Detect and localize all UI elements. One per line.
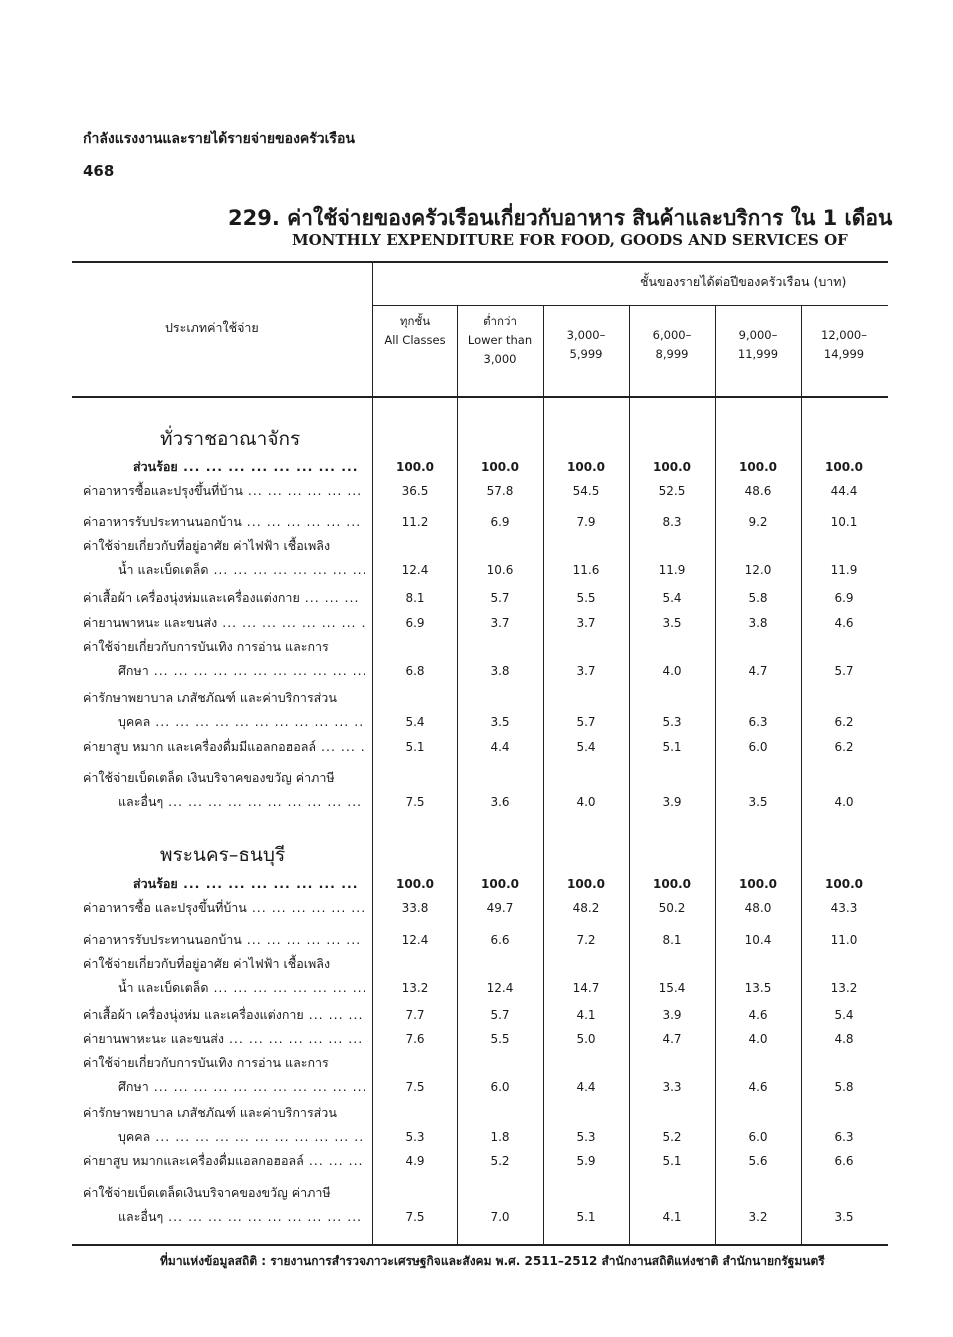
row-label-line: ศึกษา ... . xyxy=(83,659,365,683)
row-label-line: ค่ายานพาหะนะ และขนส่ง ... . xyxy=(83,1027,365,1051)
column-header-line: All Classes xyxy=(384,333,446,347)
row-label-line: ค่าใช้จ่ายเบ็ดเตล็ดเงินบริจาคของขวัญ ค่าภาษี xyxy=(83,1185,331,1200)
table-cell: 7.5 xyxy=(405,1080,425,1094)
table-cell: 36.5 xyxy=(401,484,429,498)
row-label-line: ค่าอาหารซื้อ และปรุงขึ้นที่บ้าน ... . xyxy=(83,896,365,920)
row-label xyxy=(83,1003,365,1027)
column-divider xyxy=(629,305,630,1244)
table-cell: 6.6 xyxy=(834,1154,854,1168)
row-label xyxy=(83,896,365,920)
table-cell: 6.0 xyxy=(490,1080,510,1094)
column-divider xyxy=(715,305,716,1244)
column-header-line: Lower than xyxy=(467,333,533,347)
table-cell: 4.6 xyxy=(748,1008,768,1022)
table-cell: 5.4 xyxy=(662,591,682,605)
table-cell: 100.0 xyxy=(825,877,863,891)
table-cell: 4.7 xyxy=(662,1032,682,1046)
row-label-line: ค่าอาหารรับประทานนอกบ้าน ... . xyxy=(83,510,365,534)
table-cell: 6.2 xyxy=(834,740,854,754)
table-cell: 11.9 xyxy=(830,563,858,577)
column-header-line: ต่ำกว่า xyxy=(483,314,517,328)
table-cell: 43.3 xyxy=(830,901,858,915)
table-cell: 3.7 xyxy=(576,664,596,678)
table-cell: 6.0 xyxy=(748,1130,768,1144)
table-cell: 48.6 xyxy=(744,484,772,498)
table-cell: 6.9 xyxy=(490,515,510,529)
table-title-thai: 229. ค่าใช้จ่ายของครัวเรือนเกี่ยวกับอาหาร สินค้าและบริการ ใน 1 เดือน xyxy=(228,206,893,230)
row-label xyxy=(83,735,365,759)
table-cell: 5.4 xyxy=(405,715,425,729)
table-cell: 4.0 xyxy=(748,1032,768,1046)
table-cell: 5.1 xyxy=(576,1210,596,1224)
column-header xyxy=(373,312,457,350)
column-header-line: 11,999 xyxy=(737,347,779,361)
row-label xyxy=(83,1181,365,1229)
income-class-label: ชั้นของรายได้ต่อปีของครัวเรือน (บาท) xyxy=(640,274,847,289)
table-cell: 5.8 xyxy=(834,1080,854,1094)
table-cell: 5.7 xyxy=(834,664,854,678)
table-top-rule xyxy=(72,261,888,263)
row-label-line: และอื่นๆ ... . xyxy=(83,1205,365,1229)
row-label xyxy=(83,1149,365,1173)
table-cell: 3.7 xyxy=(490,616,510,630)
column-header xyxy=(544,326,628,364)
table-cell: 5.1 xyxy=(662,740,682,754)
table-cell: 48.2 xyxy=(572,901,600,915)
row-label-line: ค่าใช้จ่ายเกี่ยวกับการบันเทิง การอ่าน และการ xyxy=(83,1055,329,1070)
table-cell: 9.2 xyxy=(748,515,768,529)
table-cell: 5.8 xyxy=(748,591,768,605)
page-number: 468 xyxy=(83,162,115,180)
table-cell: 1.8 xyxy=(490,1130,510,1144)
row-label xyxy=(83,611,365,635)
row-label-line: ค่ารักษาพยาบาล เภสัชภัณฑ์ และค่าบริการส่วน xyxy=(83,690,337,705)
table-cell: 4.7 xyxy=(748,664,768,678)
column-header-line: 9,000– xyxy=(738,328,778,342)
table-cell: 3.8 xyxy=(748,616,768,630)
table-cell: 4.8 xyxy=(834,1032,854,1046)
table-cell: 12.4 xyxy=(486,981,514,995)
table-cell: 100.0 xyxy=(396,877,434,891)
column-header xyxy=(802,326,886,364)
table-cell: 5.7 xyxy=(576,715,596,729)
table-cell: 4.0 xyxy=(834,795,854,809)
table-cell: 100.0 xyxy=(653,877,691,891)
row-label-line: ค่าอาหารซื้อและปรุงขึ้นที่บ้าน ... . xyxy=(83,479,365,503)
source-note: ที่มาแห่งข้อมูลสถิติ : รายงานการสำรวจภาวะเศรษฐกิจและสังคม พ.ศ. 2511–2512 สำนักงานสถิติแห่งชาติ สำนักนายกรัฐมนตรี xyxy=(160,1254,825,1268)
table-cell: 11.0 xyxy=(830,933,858,947)
table-cell: 3.5 xyxy=(662,616,682,630)
table-cell: 4.0 xyxy=(576,795,596,809)
table-cell: 7.5 xyxy=(405,1210,425,1224)
table-cell: 4.4 xyxy=(576,1080,596,1094)
column-header-line: 14,999 xyxy=(823,347,865,361)
table-cell: 4.6 xyxy=(748,1080,768,1094)
table-cell: 49.7 xyxy=(486,901,514,915)
table-cell: 6.2 xyxy=(834,715,854,729)
row-label xyxy=(83,586,365,610)
row-label xyxy=(83,952,365,1000)
row-label-line: ส่วนร้อย ... . xyxy=(83,455,365,479)
row-label-line: ค่ายาสูบ หมากและเครื่องดื่มแอลกอฮอลล์ ... . xyxy=(83,1149,365,1173)
table-cell: 44.4 xyxy=(830,484,858,498)
running-head: กำลังแรงงานและรายได้รายจ่ายของครัวเรือน xyxy=(83,131,355,147)
row-label-line: ศึกษา ... . xyxy=(83,1075,365,1099)
table-cell: 6.0 xyxy=(748,740,768,754)
table-cell: 4.9 xyxy=(405,1154,425,1168)
table-cell: 5.1 xyxy=(662,1154,682,1168)
table-cell: 10.1 xyxy=(830,515,858,529)
table-cell: 3.8 xyxy=(490,664,510,678)
row-label xyxy=(83,510,365,534)
row-label-line: ค่ายาสูบ หมาก และเครื่องดื่มมีแอลกอฮอลล์ ... . xyxy=(83,735,365,759)
table-cell: 6.8 xyxy=(405,664,425,678)
table-title-english: MONTHLY EXPENDITURE FOR FOOD, GOODS AND SERVICES OF xyxy=(292,231,848,249)
column-header xyxy=(716,326,800,364)
table-cell: 5.6 xyxy=(748,1154,768,1168)
row-label xyxy=(83,766,365,814)
table-cell: 48.0 xyxy=(744,901,772,915)
table-cell: 100.0 xyxy=(567,877,605,891)
row-label xyxy=(83,1051,365,1099)
row-label-line: บุคคล ... . xyxy=(83,1125,365,1149)
row-label xyxy=(83,928,365,952)
header-bottom-rule xyxy=(72,396,888,398)
column-header-line: 3,000– xyxy=(566,328,606,342)
table-cell: 5.3 xyxy=(576,1130,596,1144)
table-cell: 100.0 xyxy=(825,460,863,474)
table-cell: 11.2 xyxy=(401,515,429,529)
table-cell: 7.6 xyxy=(405,1032,425,1046)
table-cell: 12.4 xyxy=(401,933,429,947)
table-cell: 5.3 xyxy=(405,1130,425,1144)
table-cell: 3.5 xyxy=(490,715,510,729)
table-cell: 33.8 xyxy=(401,901,429,915)
table-cell: 4.4 xyxy=(490,740,510,754)
column-header xyxy=(630,326,714,364)
table-cell: 6.6 xyxy=(490,933,510,947)
table-cell: 100.0 xyxy=(653,460,691,474)
table-cell: 12.0 xyxy=(744,563,772,577)
row-label-line: ค่าเสื้อผ้า เครื่องนุ่งห่ม และเครื่องแต่งกาย ... . xyxy=(83,1003,365,1027)
table-cell: 6.9 xyxy=(405,616,425,630)
column-header-line: 12,000– xyxy=(821,328,867,342)
section-title: พระนคร–ธนบุรี xyxy=(160,844,286,866)
table-cell: 54.5 xyxy=(572,484,600,498)
row-label-line: ค่ายานพาหนะ และขนส่ง ... . xyxy=(83,611,365,635)
table-cell: 100.0 xyxy=(481,460,519,474)
row-label xyxy=(83,635,365,683)
table-cell: 100.0 xyxy=(739,460,777,474)
table-cell: 4.0 xyxy=(662,664,682,678)
table-cell: 11.6 xyxy=(572,563,600,577)
table-cell: 7.5 xyxy=(405,795,425,809)
table-cell: 5.2 xyxy=(662,1130,682,1144)
table-cell: 4.1 xyxy=(662,1210,682,1224)
table-cell: 3.3 xyxy=(662,1080,682,1094)
row-label-line: ค่าใช้จ่ายเกี่ยวกับการบันเทิง การอ่าน และการ xyxy=(83,639,329,654)
column-header-line: 3,000 xyxy=(483,352,517,366)
table-cell: 15.4 xyxy=(658,981,686,995)
table-cell: 3.7 xyxy=(576,616,596,630)
row-label xyxy=(83,534,365,582)
row-label-line: ค่าเสื้อผ้า เครื่องนุ่งห่มและเครื่องแต่งกาย ... . xyxy=(83,586,365,610)
table-cell: 5.5 xyxy=(576,591,596,605)
table-cell: 100.0 xyxy=(396,460,434,474)
row-label xyxy=(83,479,365,503)
column-divider xyxy=(457,305,458,1244)
table-bottom-rule xyxy=(72,1244,888,1246)
column-header-line: 8,999 xyxy=(655,347,689,361)
table-cell: 7.7 xyxy=(405,1008,425,1022)
table-cell: 100.0 xyxy=(481,877,519,891)
row-label-line: ส่วนร้อย ... . xyxy=(83,872,365,896)
table-cell: 5.4 xyxy=(576,740,596,754)
table-cell: 10.6 xyxy=(486,563,514,577)
table-cell: 7.0 xyxy=(490,1210,510,1224)
table-cell: 5.9 xyxy=(576,1154,596,1168)
table-cell: 5.0 xyxy=(576,1032,596,1046)
unit-rule xyxy=(372,305,888,306)
row-label-line: ค่าใช้จ่ายเบ็ดเตล็ด เงินบริจาคของขวัญ ค่าภาษี xyxy=(83,770,335,785)
table-cell: 5.7 xyxy=(490,591,510,605)
table-cell: 6.3 xyxy=(834,1130,854,1144)
table-cell: 4.1 xyxy=(576,1008,596,1022)
table-cell: 6.9 xyxy=(834,591,854,605)
row-label-line: น้ำ และเบ็ดเตล็ด ... . xyxy=(83,976,365,1000)
table-cell: 7.2 xyxy=(576,933,596,947)
row-label xyxy=(83,686,365,734)
table-cell: 100.0 xyxy=(739,877,777,891)
table-cell: 13.2 xyxy=(401,981,429,995)
table-cell: 3.5 xyxy=(748,795,768,809)
table-cell: 3.9 xyxy=(662,795,682,809)
row-label-line: น้ำ และเบ็ดเตล็ด ... . xyxy=(83,558,365,582)
row-label-line: ค่าใช้จ่ายเกี่ยวกับที่อยู่อาศัย ค่าไฟฟ้า เชื้อเพลิง xyxy=(83,956,331,971)
row-label-line: บุคคล ... . xyxy=(83,710,365,734)
table-cell: 3.9 xyxy=(662,1008,682,1022)
row-label-line: ค่าใช้จ่ายเกี่ยวกับที่อยู่อาศัย ค่าไฟฟ้า เชื้อเพลิง xyxy=(83,538,331,553)
table-cell: 3.5 xyxy=(834,1210,854,1224)
table-cell: 3.2 xyxy=(748,1210,768,1224)
table-cell: 8.1 xyxy=(662,933,682,947)
column-header-line: ทุกชั้น xyxy=(399,314,431,328)
column-header xyxy=(458,312,542,369)
table-cell: 6.3 xyxy=(748,715,768,729)
table-cell: 100.0 xyxy=(567,460,605,474)
table-cell: 14.7 xyxy=(572,981,600,995)
column-header-line: 6,000– xyxy=(652,328,692,342)
table-cell: 7.9 xyxy=(576,515,596,529)
table-cell: 5.3 xyxy=(662,715,682,729)
expenditure-type-header: ประเภทค่าใช้จ่าย xyxy=(165,320,259,335)
table-cell: 11.9 xyxy=(658,563,686,577)
table-cell: 8.3 xyxy=(662,515,682,529)
table-cell: 52.5 xyxy=(658,484,686,498)
table-cell: 50.2 xyxy=(658,901,686,915)
table-cell: 5.5 xyxy=(490,1032,510,1046)
table-cell: 13.5 xyxy=(744,981,772,995)
column-divider xyxy=(801,305,802,1244)
row-label xyxy=(83,872,365,896)
table-cell: 57.8 xyxy=(486,484,514,498)
row-label-line: และอื่นๆ ... . xyxy=(83,790,365,814)
row-label-line: ค่ารักษาพยาบาล เภสัชภัณฑ์ และค่าบริการส่วน xyxy=(83,1105,337,1120)
row-label xyxy=(83,1027,365,1051)
table-cell: 4.6 xyxy=(834,616,854,630)
row-label-line: ค่าอาหารรับประทานนอกบ้าน ... . xyxy=(83,928,365,952)
table-cell: 13.2 xyxy=(830,981,858,995)
row-label xyxy=(83,455,365,479)
table-cell: 3.6 xyxy=(490,795,510,809)
column-header-line: 5,999 xyxy=(569,347,603,361)
table-cell: 5.1 xyxy=(405,740,425,754)
column-divider xyxy=(543,305,544,1244)
table-cell: 10.4 xyxy=(744,933,772,947)
table-cell: 8.1 xyxy=(405,591,425,605)
table-cell: 5.4 xyxy=(834,1008,854,1022)
section-title: ทั่วราชอาณาจักร xyxy=(160,428,301,450)
table-cell: 5.2 xyxy=(490,1154,510,1168)
table-cell: 12.4 xyxy=(401,563,429,577)
table-cell: 5.7 xyxy=(490,1008,510,1022)
row-label xyxy=(83,1101,365,1149)
